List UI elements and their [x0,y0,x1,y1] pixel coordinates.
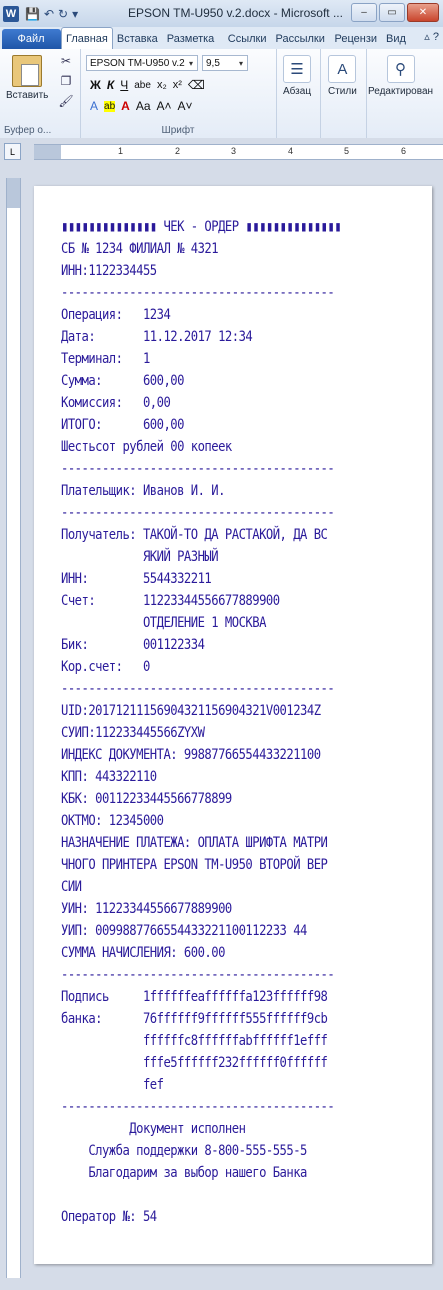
font-size-dropdown-icon[interactable]: ▾ [238,58,243,68]
ruler-bar [0,138,443,164]
paragraph-group [276,49,321,138]
horizontal-ruler[interactable] [34,144,443,160]
receipt-line: ОТДЕЛЕНИЕ 1 МОСКВА [61,615,266,631]
paste-icon [12,55,42,87]
tab-insert[interactable]: Вставка [116,33,158,45]
ruler-number: 6 [401,146,407,156]
binoculars-icon: ⚲ [387,55,415,83]
clear-format-icon[interactable]: ⌫ [187,78,205,92]
receipt-line: УИП: 0099887766554433221100112233 44 [61,923,307,939]
document-page[interactable] [34,186,432,1264]
ruler-number: 4 [288,146,294,156]
tab-home[interactable]: Главная [61,27,113,49]
styles-group [320,49,367,138]
close-button[interactable]: ✕ [407,3,439,22]
receipt-line: fffe5ffffff232ffffff0ffffff [61,1055,328,1071]
vertical-ruler[interactable] [6,178,21,1278]
receipt-line: Подпись 1ffffffeaffffffa123ffffff98 [61,989,328,1005]
paragraph-label: Абзац [283,86,312,97]
ribbon-tabs [0,27,443,50]
receipt-line: Кор.счет: 0 [61,659,150,675]
receipt-text[interactable] [61,216,371,1228]
paragraph-button[interactable] [283,55,311,97]
format-painter-icon[interactable]: 🖌 [58,94,74,108]
receipt-line: ▮▮▮▮▮▮▮▮▮▮▮▮▮▮ ЧЕК - ОРДЕР ▮▮▮▮▮▮▮▮▮▮▮▮▮▮ [61,219,342,235]
styles-button[interactable] [328,55,357,97]
receipt-line: ЧНОГО ПРИНТЕРА EPSON TM-U950 ВТОРОЙ ВЕР [61,857,328,873]
title-bar [0,0,443,27]
receipt-line: СИИ [61,879,82,895]
ruler-number: 1 [118,146,124,156]
undo-icon[interactable]: ↶ [43,6,55,21]
receipt-line: Бик: 001122334 [61,637,205,653]
receipt-line: Терминал: 1 [61,351,150,367]
word-app-icon[interactable]: W [3,6,19,22]
receipt-line: ИТОГО: 600,00 [61,417,184,433]
tab-layout[interactable]: Разметка [166,33,215,45]
receipt-line: ИНДЕКС ДОКУМЕНТА: 99887766554433221100 [61,747,321,763]
clipboard-group [0,49,81,138]
receipt-line: Оператор №: 54 [61,1209,157,1225]
editing-group [366,49,443,138]
highlight-icon[interactable]: ab [104,100,116,112]
maximize-button[interactable]: ▭ [379,3,405,22]
grow-font-button[interactable]: A˄ [156,99,172,113]
receipt-line: КПП: 443322110 [61,769,157,785]
font-name-value: EPSON TM-U950 v.2 [90,57,185,69]
superscript-button[interactable]: x² [172,79,182,91]
ruler-number: 3 [231,146,237,156]
shrink-font-button[interactable]: A˅ [177,99,193,113]
receipt-line: СУИП:112233445566ZYXW [61,725,205,741]
strikethrough-button[interactable]: abe [134,79,151,91]
clipboard-group-label: Буфер о... [4,125,52,136]
bold-button[interactable]: Ж [90,78,101,92]
editing-label: Редактирован [368,86,434,97]
receipt-line: Служба поддержки 8-800-555-555-5 [61,1143,307,1159]
receipt-line: Комиссия: 0,00 [61,395,171,411]
tab-mailings[interactable]: Рассылки [275,33,325,45]
receipt-line: Благодарим за выбор нашего Банка [61,1165,307,1181]
change-case-button[interactable]: Aa [135,99,151,113]
cut-icon[interactable]: ✂ [60,54,72,68]
receipt-line: Шестьсот рублей 00 копеек [61,439,232,455]
font-name-combo[interactable] [86,55,198,71]
receipt-line: Операция: 1234 [61,307,171,323]
receipt-line: Документ исполнен [61,1121,246,1137]
receipt-line: Сумма: 600,00 [61,373,184,389]
ruler-number: 5 [344,146,350,156]
font-color-icon[interactable]: A [121,99,130,113]
receipt-line: ---------------------------------------- [61,681,335,697]
receipt-line: fef [61,1077,164,1093]
receipt-line: ---------------------------------------- [61,505,335,521]
receipt-line: Дата: 11.12.2017 12:34 [61,329,253,345]
receipt-line: ---------------------------------------- [61,1099,335,1115]
tab-review[interactable]: Рецензи [334,33,378,45]
editing-button[interactable] [368,55,433,97]
tab-references[interactable]: Ссылки [227,33,267,45]
receipt-line: ---------------------------------------- [61,461,335,477]
font-format-row [90,76,211,94]
left-margin-area [34,145,61,159]
copy-icon[interactable]: ❐ [60,74,72,88]
font-size-combo[interactable] [202,55,248,71]
underline-button[interactable]: Ч [120,78,129,92]
receipt-line [61,1184,371,1206]
customize-qat-icon[interactable]: ▾ [72,6,79,21]
font-name-dropdown-icon[interactable]: ▾ [188,58,193,68]
receipt-line: ИНН: 5544332211 [61,571,212,587]
font-group [80,49,277,138]
tab-view[interactable]: Вид [386,33,406,45]
receipt-line: ОКТМО: 12345000 [61,813,164,829]
receipt-line: ---------------------------------------- [61,967,335,983]
receipt-line: Получатель: ТАКОЙ-ТО ДА РАСТАКОЙ, ДА ВС [61,527,328,543]
receipt-line: НАЗНАЧЕНИЕ ПЛАТЕЖА: ОПЛАТА ШРИФТА МАТРИ [61,835,328,851]
subscript-button[interactable]: x₂ [156,79,167,91]
receipt-line: ---------------------------------------- [61,285,335,301]
paragraph-icon: ☰ [283,55,311,83]
ruler-number: 2 [175,146,181,156]
receipt-line: ИНН:1122334455 [61,263,157,279]
receipt-line: УИН: 11223344556677889900 [61,901,232,917]
receipt-line: ffffffc8ffffffabffffff1efff [61,1033,328,1049]
save-icon[interactable]: 💾 [25,6,40,21]
receipt-line: КБК: 00112233445566778899 [61,791,232,807]
ribbon [0,49,443,139]
receipt-line: СБ № 1234 ФИЛИАЛ № 4321 [61,241,219,257]
font-effects-row [90,97,199,115]
top-margin-area [7,178,20,208]
receipt-line: ЯКИЙ РАЗНЫЙ [61,549,219,565]
text-effects-icon[interactable]: A [90,99,99,113]
receipt-line: СУММА НАЧИСЛЕНИЯ: 600.00 [61,945,225,961]
receipt-line: Счет: 11223344556677889900 [61,593,280,609]
receipt-line: банка: 76ffffff9ffffff555ffffff9cb [61,1011,328,1027]
styles-label: Стили [328,86,357,97]
receipt-line: UID:20171211156904321156904321V001234Z [61,703,321,719]
styles-icon: A [328,55,356,83]
window-controls [351,3,439,22]
font-group-label: Шрифт [161,125,195,136]
redo-icon[interactable]: ↻ [58,6,69,21]
tab-selector-button[interactable]: L [4,143,21,160]
tab-file[interactable]: Файл [2,29,61,49]
minimize-button[interactable]: – [351,3,377,22]
quick-access-toolbar [25,7,78,21]
paste-button[interactable] [6,55,48,101]
paste-label: Вставить [6,90,49,101]
ribbon-collapse-icon[interactable]: ▵ ? [424,31,439,43]
receipt-line: Плательщик: Иванов И. И. [61,483,225,499]
italic-button[interactable]: К [106,78,115,92]
font-size-value: 9,5 [206,57,220,69]
window-title: EPSON TM-U950 v.2.docx - Microsoft ... [128,6,343,20]
